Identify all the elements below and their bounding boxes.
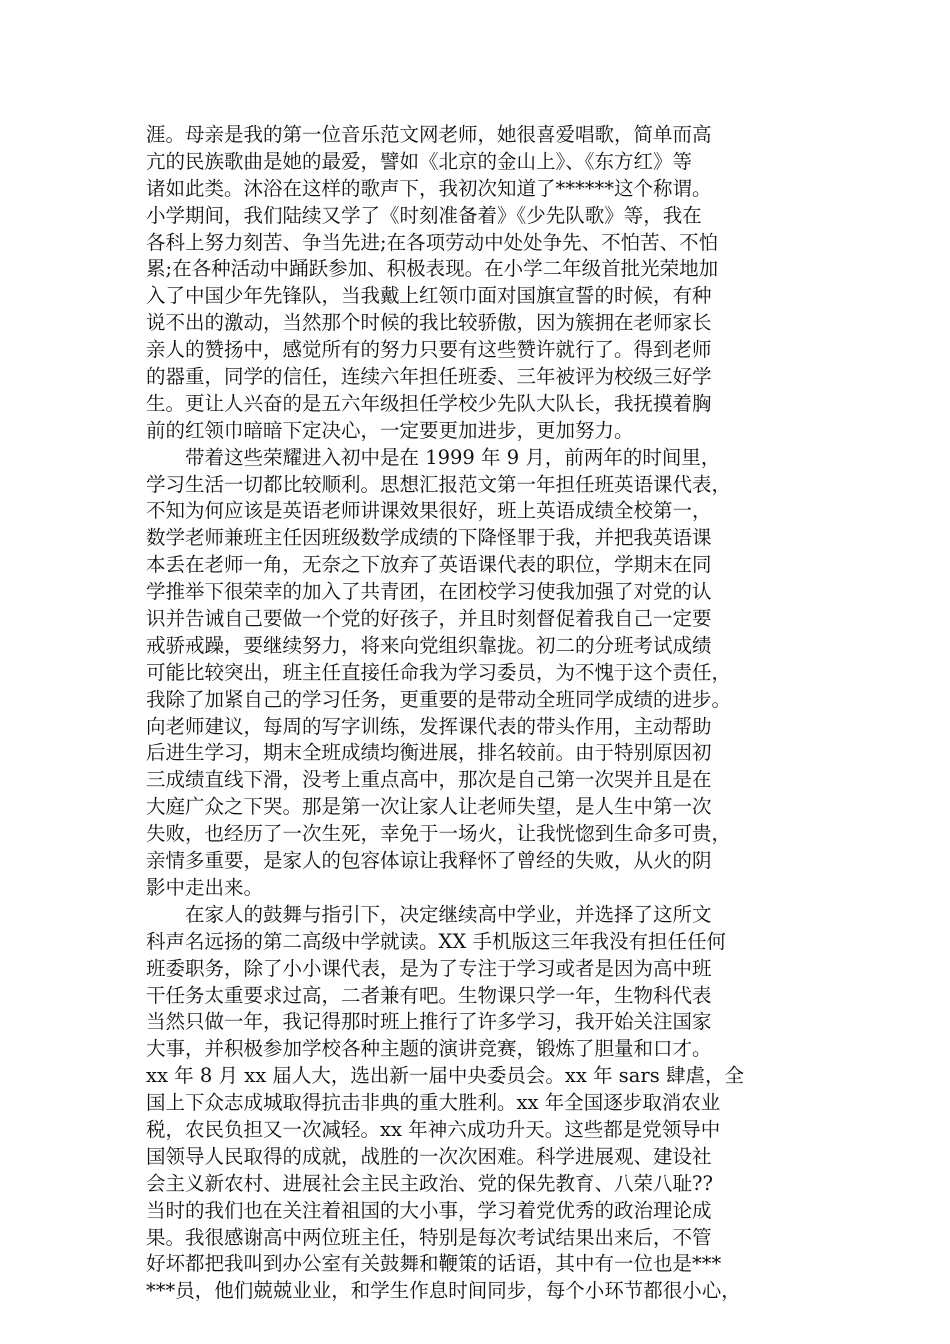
- text-line: 失败，也经历了一次生死，幸免于一场火，让我恍惚到生命多可贵，: [146, 822, 732, 846]
- text-line: 生。更让人兴奋的是五六年级担任学校少先队大队长，我抚摸着胸: [146, 391, 712, 415]
- text-line: 国上下众志成城取得抗击非典的重大胜利。xx 年全国逐步取消农业: [146, 1091, 721, 1115]
- text-line: 科声名远扬的第二高级中学就读。XX 手机版这三年我没有担任任何: [146, 929, 726, 953]
- paragraph-start-line: 在家人的鼓舞与指引下，决定继续高中学业，并选择了这所文: [146, 902, 712, 926]
- text-line: 不知为何应该是英语老师讲课效果很好，班上英语成绩全校第一，: [146, 499, 712, 523]
- paragraph-start-line: 带着这些荣耀进入初中是在 1999 年 9 月，前两年的时间里，: [146, 445, 721, 469]
- text-line: 干任务太重要求过高，二者兼有吧。生物课只学一年，生物科代表: [146, 983, 712, 1007]
- text-line: 各科上努力刻苦、争当先进;在各项劳动中处处争先、不怕苦、不怕: [146, 230, 719, 254]
- text-line: 我除了加紧自己的学习任务，更重要的是带动全班同学成绩的进步。: [146, 687, 732, 711]
- text-line: 本丢在老师一角，无奈之下放弃了英语课代表的职位，学期末在同: [146, 553, 712, 577]
- text-line: 当然只做一年，我记得那时班上推行了许多学习，我开始关注国家: [146, 1010, 712, 1034]
- text-line: 涯。母亲是我的第一位音乐范文网老师，她很喜爱唱歌，简单而高: [146, 123, 712, 146]
- text-line: 说不出的激动，当然那个时候的我比较骄傲，因为簇拥在老师家长: [146, 311, 712, 335]
- text-line: 大事，并积极参加学校各种主题的演讲竞赛，锻炼了胆量和口才。: [146, 1037, 712, 1061]
- text-line: 亢的民族歌曲是她的最爱，譬如《北京的金山上》、《东方红》等: [146, 149, 693, 173]
- body-text: [146, 122, 826, 1305]
- text-line: 累;在各种活动中踊跃参加、积极表现。在小学二年级首批光荣地加: [146, 257, 719, 281]
- text-line: 识并告诫自己要做一个党的好孩子，并且时刻督促着我自己一定要: [146, 607, 712, 631]
- text-line: 好坏都把我叫到办公室有关鼓舞和鞭策的话语，其中有一位也是***: [146, 1252, 722, 1276]
- text-line: 果。我很感谢高中两位班主任，特别是每次考试结果出来后，不管: [146, 1225, 712, 1249]
- text-line: 会主义新农村、进展社会主民主政治、党的保先教育、八荣八耻??: [146, 1171, 713, 1195]
- text-line: 大庭广众之下哭。那是第一次让家人让老师失望，是人生中第一次: [146, 795, 712, 819]
- text-line: 的器重，同学的信任，连续六年担任班委、三年被评为校级三好学: [146, 365, 712, 389]
- text-line: 三成绩直线下滑，没考上重点高中，那次是自己第一次哭并且是在: [146, 768, 712, 792]
- text-line: 后进生学习，期末全班成绩均衡进展，排名较前。由于特别原因初: [146, 741, 712, 765]
- text-line: 亲情多重要，是家人的包容体谅让我释怀了曾经的失败，从火的阴: [146, 849, 712, 873]
- text-line: 税，农民负担又一次减轻。xx 年神六成功升天。这些都是党领导中: [146, 1117, 721, 1141]
- text-line: 当时的我们也在关注着祖国的大小事，学习着党优秀的政治理论成: [146, 1198, 712, 1222]
- text-line: 学习生活一切都比较顺利。思想汇报范文第一年担任班英语课代表，: [146, 472, 732, 496]
- text-line: xx 年 8 月 xx 届人大，选出新一届中央委员会。xx 年 sars 肆虐，全: [146, 1064, 744, 1088]
- text-line: 亲人的赞扬中，感觉所有的努力只要有这些赞许就行了。得到老师: [146, 338, 712, 362]
- text-line: 向老师建议，每周的写字训练，发挥课代表的带头作用，主动帮助: [146, 714, 712, 738]
- text-line: 数学老师兼班主任因班级数学成绩的下降怪罪于我，并把我英语课: [146, 526, 712, 550]
- text-line: 影中走出来。: [146, 875, 264, 899]
- text-line: 班委职务，除了小小课代表，是为了专注于学习或者是因为高中班: [146, 956, 712, 980]
- text-line: 小学期间，我们陆续又学了《时刻准备着》《少先队歌》等，我在: [146, 203, 702, 227]
- text-line: 可能比较突出，班主任直接任命我为学习委员，为不愧于这个责任，: [146, 660, 732, 684]
- text-line: 学推举下很荣幸的加入了共青团，在团校学习使我加强了对党的认: [146, 580, 712, 604]
- text-line: 国领导人民取得的成就，战胜的一次次困难。科学进展观、建设社: [146, 1144, 712, 1168]
- text-line: 诸如此类。沐浴在这样的歌声下，我初次知道了******这个称谓。: [146, 176, 712, 200]
- text-line: 前的红领巾暗暗下定决心，一定要更加进步，更加努力。: [146, 418, 634, 442]
- text-line: 入了中国少年先锋队，当我戴上红领巾面对国旗宣誓的时候，有种: [146, 284, 712, 308]
- text-line: 戒骄戒躁，要继续努力，将来向党组织靠拢。初二的分班考试成绩: [146, 633, 712, 657]
- text-line: ***员，他们兢兢业业，和学生作息时间同步，每个小环节都很小心，: [146, 1279, 741, 1303]
